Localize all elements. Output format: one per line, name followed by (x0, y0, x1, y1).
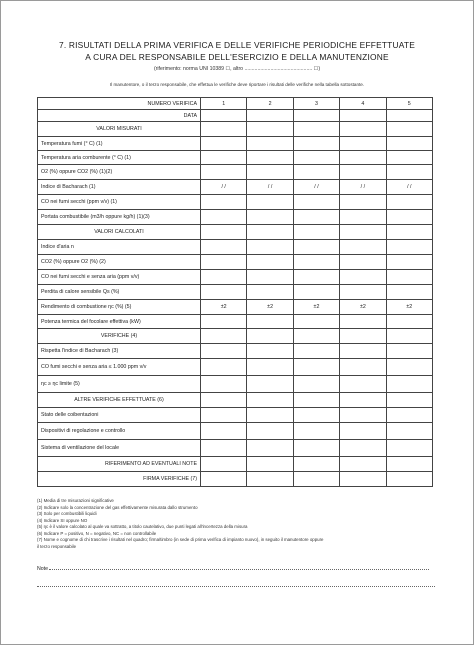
measured-values-row-label: CO nei fumi secchi (ppm v/v) (1) (38, 195, 201, 210)
value-cell[interactable] (340, 122, 386, 137)
value-cell[interactable] (201, 329, 247, 344)
value-cell[interactable] (293, 408, 339, 423)
value-cell[interactable] (340, 344, 386, 359)
value-cell[interactable] (293, 393, 339, 408)
value-cell[interactable] (247, 195, 293, 210)
value-cell[interactable] (386, 210, 432, 225)
value-cell[interactable] (386, 440, 432, 457)
value-cell[interactable] (201, 376, 247, 393)
value-cell[interactable] (247, 472, 293, 487)
measured-values-row (38, 137, 433, 151)
footnote: (4) Indicare SI oppure NO (37, 517, 88, 523)
notes-reference-label: RIFERIMENTO AD EVENTUALI NOTE (38, 457, 201, 472)
calculated-values-row-label: Perdita di calore sensibile Qs (%) (38, 285, 201, 300)
checks-row (38, 376, 433, 393)
note-label: Note (37, 566, 48, 572)
value-cell[interactable] (293, 423, 339, 440)
value-cell[interactable] (386, 285, 432, 300)
other-checks-row (38, 423, 433, 440)
measured-values-row-label: Temperatura fumi (° C) (1) (38, 137, 201, 151)
verification-number-1: 1 (201, 98, 247, 110)
value-cell[interactable] (340, 195, 386, 210)
value-cell[interactable] (340, 472, 386, 487)
value-cell[interactable] (293, 210, 339, 225)
value-cell[interactable] (293, 255, 339, 270)
measured-values-row (38, 195, 433, 210)
value-cell[interactable] (340, 255, 386, 270)
notes-reference-row (38, 457, 433, 472)
value-cell[interactable] (340, 457, 386, 472)
value-cell[interactable] (293, 376, 339, 393)
calculated-values-row (38, 270, 433, 285)
value-cell[interactable] (293, 359, 339, 376)
value-cell[interactable] (201, 393, 247, 408)
value-cell[interactable] (293, 195, 339, 210)
value-cell[interactable]: / / (201, 180, 247, 195)
value-cell[interactable] (293, 270, 339, 285)
footnote: (1) Media di tre misurazioni significative (37, 498, 114, 503)
calculated-values-row-label: CO2 (%) oppure O2 (%) (2) (38, 255, 201, 270)
value-cell[interactable] (386, 472, 432, 487)
value-cell[interactable] (293, 240, 339, 255)
measured-values-row (38, 210, 433, 225)
value-cell[interactable] (247, 457, 293, 472)
other-checks-title: ALTRE VERIFICHE EFFETTUATE (6) (38, 393, 201, 408)
verification-number-3: 3 (293, 98, 339, 110)
date-cell[interactable] (201, 110, 247, 122)
value-cell[interactable] (293, 472, 339, 487)
value-cell[interactable] (247, 408, 293, 423)
value-cell[interactable] (340, 270, 386, 285)
value-cell[interactable] (340, 210, 386, 225)
calculated-values-row-label: CO nei fumi secchi e senza aria (ppm v/v) (38, 270, 201, 285)
calculated-values-row (38, 285, 433, 300)
section-title-line1: 7. RISULTATI DELLA PRIMA VERIFICA E DELLE VERIFICHE PERIODICHE EFFETTUATE (58, 40, 416, 50)
value-cell[interactable]: ±2 (201, 300, 247, 315)
value-cell[interactable] (247, 210, 293, 225)
value-cell[interactable] (386, 315, 432, 329)
value-cell[interactable] (340, 440, 386, 457)
value-cell[interactable] (386, 359, 432, 376)
value-cell[interactable] (247, 423, 293, 440)
verification-number-4: 4 (340, 98, 386, 110)
verification-number-2: 2 (247, 98, 293, 110)
value-cell[interactable] (340, 137, 386, 151)
value-cell[interactable] (386, 137, 432, 151)
value-cell[interactable] (293, 285, 339, 300)
footnote: (6) Indicare P = positivo, N = negativo, NC = non controllabile (37, 530, 157, 536)
checks-title: VERIFICHE (4) (38, 329, 201, 344)
checks-row (38, 359, 433, 376)
footnote: il terzo responsabile (37, 543, 77, 549)
value-cell[interactable] (247, 240, 293, 255)
date-cell[interactable] (386, 110, 432, 122)
calculated-values-row (38, 255, 433, 270)
signature-label: FIRMA VERIFICHE (7) (38, 472, 201, 487)
value-cell[interactable] (293, 344, 339, 359)
footnotes (37, 498, 437, 550)
value-cell[interactable] (386, 408, 432, 423)
footnote: (2) Indicare solo la concentrazione del gas effettivamente misurata dallo strumento (37, 504, 198, 510)
measured-values-row (38, 165, 433, 180)
other-checks-row-label: Stato delle coibentazioni (38, 408, 201, 423)
value-cell[interactable] (201, 137, 247, 151)
value-cell[interactable] (293, 457, 339, 472)
value-cell[interactable] (386, 376, 432, 393)
calculated-values-row-label: Potenza termica del focolare effettiva (kW) (38, 315, 201, 329)
calculated-values-row-label: Rendimento di combustione ηc (%) (5) (38, 300, 201, 315)
value-cell[interactable] (247, 270, 293, 285)
value-cell[interactable] (201, 210, 247, 225)
value-cell[interactable] (386, 240, 432, 255)
checks-row-label: CO fumi secchi e senza aria ≤ 1.000 ppm v/v (38, 359, 201, 376)
value-cell[interactable] (386, 255, 432, 270)
note-line[interactable] (37, 566, 435, 572)
footnote: (5) ηc è il valore calcolato al quale va sottratto, a titolo cautelativo, due punti legati all'incertezza della misura (37, 524, 248, 529)
value-cell[interactable] (293, 151, 339, 165)
value-cell[interactable] (340, 315, 386, 329)
value-cell[interactable] (386, 122, 432, 137)
header-row (38, 98, 433, 110)
value-cell[interactable] (201, 195, 247, 210)
value-cell[interactable] (293, 137, 339, 151)
value-cell[interactable] (340, 165, 386, 180)
measured-values-row-label: Indice di Bacharach (1) (38, 180, 201, 195)
measured-values-row (38, 180, 433, 195)
other-checks-row-label: Dispositivi di regolazione e controllo (38, 423, 201, 440)
measured-values-title-row (38, 122, 433, 137)
value-cell[interactable] (386, 393, 432, 408)
value-cell[interactable] (386, 329, 432, 344)
footnote: (3) Solo per combustibili liquidi (37, 511, 97, 516)
value-cell[interactable] (201, 285, 247, 300)
date-label: DATA (38, 110, 201, 122)
value-cell[interactable] (201, 315, 247, 329)
value-cell[interactable] (201, 122, 247, 137)
value-cell[interactable]: / / (293, 180, 339, 195)
intro-text: Il manutentore, o il terzo responsabile, che effettua le verifiche deve riportare i risultati delle verifiche nella tabella sottostante. (109, 82, 365, 87)
value-cell[interactable] (201, 270, 247, 285)
value-cell[interactable] (201, 408, 247, 423)
value-cell[interactable] (201, 457, 247, 472)
value-cell[interactable]: ±2 (386, 300, 432, 315)
calculated-values-title: VALORI CALCOLATI (38, 225, 201, 240)
value-cell[interactable] (247, 122, 293, 137)
value-cell[interactable] (293, 329, 339, 344)
value-cell[interactable] (201, 472, 247, 487)
value-cell[interactable] (340, 285, 386, 300)
value-cell[interactable] (293, 165, 339, 180)
calculated-values-row (38, 315, 433, 329)
value-cell[interactable] (340, 151, 386, 165)
date-cell[interactable] (340, 110, 386, 122)
value-cell[interactable] (247, 359, 293, 376)
value-cell[interactable]: / / (340, 180, 386, 195)
value-cell[interactable] (386, 457, 432, 472)
other-checks-row-label: Sistema di ventilazione del locale (38, 440, 201, 457)
value-cell[interactable] (293, 122, 339, 137)
measured-values-title: VALORI MISURATI (38, 122, 201, 137)
value-cell[interactable] (386, 344, 432, 359)
value-cell[interactable] (247, 151, 293, 165)
value-cell[interactable] (293, 315, 339, 329)
value-cell[interactable]: / / (247, 180, 293, 195)
value-cell[interactable] (340, 359, 386, 376)
value-cell[interactable] (247, 225, 293, 240)
value-cell[interactable] (201, 344, 247, 359)
verification-number-5: 5 (386, 98, 432, 110)
value-cell[interactable] (247, 440, 293, 457)
checks-title-row (38, 329, 433, 344)
value-cell[interactable] (247, 255, 293, 270)
value-cell[interactable]: ±2 (340, 300, 386, 315)
value-cell[interactable] (201, 225, 247, 240)
value-cell[interactable] (386, 270, 432, 285)
value-cell[interactable] (386, 165, 432, 180)
value-cell[interactable] (340, 240, 386, 255)
value-cell[interactable] (247, 393, 293, 408)
value-cell[interactable] (386, 225, 432, 240)
note-dots-2[interactable] (37, 586, 435, 587)
value-cell[interactable] (201, 423, 247, 440)
value-cell[interactable] (293, 440, 339, 457)
checks-row (38, 344, 433, 359)
date-cell[interactable] (247, 110, 293, 122)
section-title-line2: A CURA DEL RESPONSABILE DELL'ESERCIZIO E DELLA MANUTENZIONE (85, 52, 389, 62)
value-cell[interactable]: / / (386, 180, 432, 195)
value-cell[interactable] (201, 440, 247, 457)
calculated-values-row (38, 240, 433, 255)
value-cell[interactable] (386, 195, 432, 210)
value-cell[interactable] (386, 423, 432, 440)
value-cell[interactable] (247, 344, 293, 359)
value-cell[interactable] (201, 240, 247, 255)
value-cell[interactable] (247, 165, 293, 180)
date-cell[interactable] (293, 110, 339, 122)
value-cell[interactable]: ±2 (293, 300, 339, 315)
value-cell[interactable] (247, 315, 293, 329)
measured-values-row-label: Temperatura aria comburente (° C) (1) (38, 151, 201, 165)
value-cell[interactable] (340, 393, 386, 408)
value-cell[interactable] (201, 165, 247, 180)
date-row (38, 110, 433, 122)
checks-row-label: ηc ≥ ηc limite (5) (38, 376, 201, 393)
value-cell[interactable] (340, 376, 386, 393)
verification-number-label: NUMERO VERIFICA (38, 98, 201, 110)
value-cell[interactable] (340, 408, 386, 423)
value-cell[interactable] (247, 285, 293, 300)
value-cell[interactable] (340, 225, 386, 240)
calculated-values-title-row (38, 225, 433, 240)
checks-row-label: Rispetta l'indice di Bacharach (3) (38, 344, 201, 359)
value-cell[interactable] (201, 255, 247, 270)
measured-values-row-label: O2 (%) oppure CO2 (%) (1)(2) (38, 165, 201, 180)
other-checks-row (38, 408, 433, 423)
signature-row (38, 472, 433, 487)
measured-values-row-label: Portata combustibile (m3/h oppure kg/h) (1)(3) (38, 210, 201, 225)
reference-line: (riferimento: norma UNI 10389 ☐, altro ............................................... ☐) (153, 66, 321, 72)
other-checks-row (38, 440, 433, 457)
measured-values-row (38, 151, 433, 165)
note-dots (49, 569, 429, 570)
footnote: (7) Nome e cognome di chi trascrive i risultati nel quadro; firma/timbro (in sede di prima verifica di impianto nuovo), in seguito il manutentore oppure (37, 537, 324, 542)
calculated-values-row-label: Indice d'aria n (38, 240, 201, 255)
value-cell[interactable] (201, 151, 247, 165)
value-cell[interactable] (340, 423, 386, 440)
value-cell[interactable]: ±2 (247, 300, 293, 315)
value-cell[interactable] (247, 137, 293, 151)
other-checks-title-row (38, 393, 433, 408)
value-cell[interactable] (386, 151, 432, 165)
verification-table (37, 97, 433, 487)
value-cell[interactable] (293, 225, 339, 240)
value-cell[interactable] (340, 329, 386, 344)
value-cell[interactable] (247, 376, 293, 393)
value-cell[interactable] (247, 329, 293, 344)
value-cell[interactable] (201, 359, 247, 376)
calculated-values-row (38, 300, 433, 315)
